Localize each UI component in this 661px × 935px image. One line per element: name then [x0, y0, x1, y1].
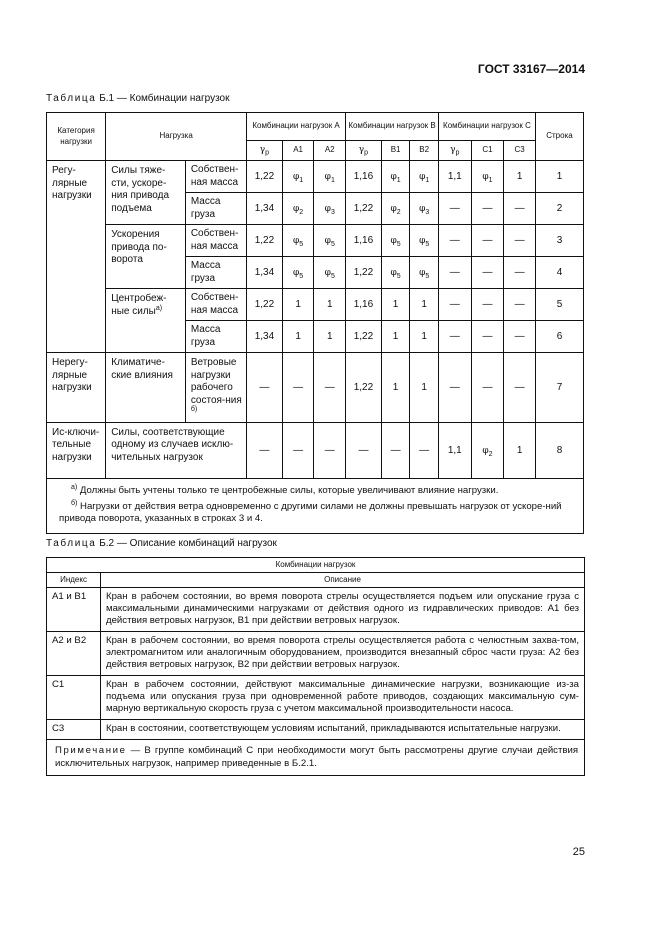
cell-c1: $\varphi_1$: [471, 161, 504, 193]
header-gamma-c: $\gamma_p$: [438, 141, 471, 161]
combinations-description-table: [46, 557, 585, 776]
cell-dash: —: [504, 225, 536, 257]
row-description: Кран в рабочем состоянии, во время поворота стрелы осуществляется работа с челюстным захва-том, электромагнитом или аналогичным оборудованием, производится внезапный сброс части груза: А2 без действия ветровых нагрузок, В2 при действии ветровых нагрузок.: [101, 632, 585, 676]
row-index: А2 и В2: [47, 632, 101, 676]
cell-row-number: 8: [535, 422, 583, 478]
cell-b2: 1: [410, 321, 439, 353]
cell-gamma-b: 1,22: [346, 321, 382, 353]
header-combo-a: Комбинации нагрузок А: [247, 113, 346, 141]
sub-own-mass: Собствен-ная масса: [185, 225, 246, 257]
load-slewing: Ускорения привода по-ворота: [106, 225, 186, 289]
row-description: Кран в рабочем состоянии, действуют максимальные динамические нагрузки, возникающие из-за подъема или опускания груза при одновременной работе приводов, создающих максимальную сум-марную вертикальную скорость груза с учетом максимальной производительности насоса.: [101, 676, 585, 720]
header-b2: В2: [410, 141, 439, 161]
cell-a1: $\varphi_5$: [282, 257, 314, 289]
table2-caption: Таблица Б.2 — Описание комбинаций нагрузок: [46, 538, 277, 549]
cell-row-number: 5: [535, 289, 583, 321]
cell-c3: 1: [504, 422, 536, 478]
cell-row-number: 7: [535, 353, 583, 423]
cell-dash: —: [504, 289, 536, 321]
cell-gamma-b: 1,22: [346, 193, 382, 225]
cell-dash: —: [438, 257, 471, 289]
sub-own-mass: Собствен-ная масса: [185, 289, 246, 321]
row-description: Кран в рабочем состоянии, во время поворота стрелы осуществляется подъем или опускание груза с максимальными динамическими нагрузками от действия одного из гидравлических приводов: А1 без действия ветровых нагрузок, В1 при действии ветровых нагрузок.: [101, 588, 585, 632]
cell-dash: —: [438, 225, 471, 257]
cell-b1: $\varphi_2$: [381, 193, 410, 225]
cell-a2: $\varphi_1$: [314, 161, 346, 193]
cell-dash: —: [438, 321, 471, 353]
footnote-a: $^{а)}$ Должны быть учтены только те центробежные силы, которые увеличивают влияние нагрузки.: [71, 483, 499, 496]
cell-b2: $\varphi_3$: [410, 193, 439, 225]
cell-dash: —: [471, 321, 504, 353]
load-exceptional-forces: Силы, соответствующие одному из случаев исклю-чительных нагрузок: [106, 422, 247, 478]
cell-dash: —: [282, 353, 314, 423]
table-row: [47, 676, 585, 720]
cell-c1: $\varphi_2$: [471, 422, 504, 478]
cell-dash: —: [282, 422, 314, 478]
cell-dash: —: [471, 257, 504, 289]
category-irregular: Нерегу-лярные нагрузки: [47, 353, 106, 423]
cell-gamma-a: 1,22: [247, 225, 283, 257]
row-description: Кран в состоянии, соответствующем условиям испытаний, прикладываются испытательные нагрузки.: [101, 720, 585, 740]
cell-gamma-a: 1,22: [247, 289, 283, 321]
load-climatic: Климатиче-ские влияния: [106, 353, 186, 423]
cell-a1: 1: [282, 289, 314, 321]
cell-gamma-b: 1,22: [346, 257, 382, 289]
cell-gamma-b: 1,22: [346, 353, 382, 423]
cell-dash: —: [247, 422, 283, 478]
cell-gamma-a: 1,34: [247, 321, 283, 353]
header-a2: А2: [314, 141, 346, 161]
sub-own-mass: Собствен-ная масса: [185, 161, 246, 193]
sub-load-mass: Масса груза: [185, 193, 246, 225]
cell-b1: $\varphi_1$: [381, 161, 410, 193]
category-exceptional: Ис-ключи-тельные нагрузки: [47, 422, 106, 478]
row-index: А1 и В1: [47, 588, 101, 632]
cell-dash: —: [504, 257, 536, 289]
load-gravity: Силы тяже-сти, ускоре-ния привода подъема: [106, 161, 186, 225]
cell-dash: —: [438, 193, 471, 225]
cell-b2: $\varphi_5$: [410, 257, 439, 289]
sub-load-mass: Масса груза: [185, 257, 246, 289]
cell-gamma-b: 1,16: [346, 225, 382, 257]
cell-b2: $\varphi_5$: [410, 225, 439, 257]
header-gamma-b: $\gamma_p$: [346, 141, 382, 161]
cell-gamma-c: 1,1: [438, 422, 471, 478]
cell-dash: —: [381, 422, 410, 478]
cell-b1: $\varphi_5$: [381, 225, 410, 257]
cell-dash: —: [410, 422, 439, 478]
footnote-b: $^{б)}$ Нагрузки от действия ветра одновременно с другими силами не должны превышать нагрузок от ускоре-ний привода поворота, указанных в строках 3 и 4.: [59, 499, 562, 524]
cell-dash: —: [504, 321, 536, 353]
cell-row-number: 6: [535, 321, 583, 353]
cell-row-number: 1: [535, 161, 583, 193]
cell-a2: $\varphi_5$: [314, 225, 346, 257]
table-row: [47, 632, 585, 676]
cell-gamma-a: 1,34: [247, 193, 283, 225]
cell-b1: 1: [381, 353, 410, 423]
cell-gamma-c: 1,1: [438, 161, 471, 193]
load-centrifugal: Центробеж-ные силы$^{а)}$: [106, 289, 186, 353]
cell-a2: 1: [314, 321, 346, 353]
header-b1: В1: [381, 141, 410, 161]
cell-b1: 1: [381, 321, 410, 353]
table1-caption: Таблица Б.1 — Комбинации нагрузок: [46, 93, 230, 104]
header-a1: А1: [282, 141, 314, 161]
cell-dash: —: [504, 353, 536, 423]
cell-b2: 1: [410, 289, 439, 321]
header-gamma-a: $\gamma_p$: [247, 141, 283, 161]
header-load: Нагрузка: [106, 113, 247, 161]
cell-a2: $\varphi_5$: [314, 257, 346, 289]
cell-b1: $\varphi_5$: [381, 257, 410, 289]
cell-b2: $\varphi_1$: [410, 161, 439, 193]
header-combo-b: Комбинации нагрузок В: [346, 113, 439, 141]
table-row: [47, 720, 585, 740]
cell-gamma-a: 1,34: [247, 257, 283, 289]
row-index: С1: [47, 676, 101, 720]
header-index: Индекс: [47, 573, 101, 588]
header-c1: С1: [471, 141, 504, 161]
cell-a1: 1: [282, 321, 314, 353]
cell-row-number: 3: [535, 225, 583, 257]
cell-a2: 1: [314, 289, 346, 321]
cell-b1: 1: [381, 289, 410, 321]
header-combo-c: Комбинации нагрузок С: [438, 113, 535, 141]
table-row: [47, 588, 585, 632]
cell-a1: $\varphi_1$: [282, 161, 314, 193]
sub-wind: Ветровые нагрузки рабочего состоя-ния $^{б)}$: [185, 353, 246, 423]
cell-dash: —: [438, 353, 471, 423]
document-code: ГОСТ 33167—2014: [477, 62, 585, 76]
cell-row-number: 4: [535, 257, 583, 289]
cell-row-number: 2: [535, 193, 583, 225]
cell-gamma-b: 1,16: [346, 161, 382, 193]
header-row: Строка: [535, 113, 583, 161]
page-number: 25: [572, 846, 585, 858]
cell-a1: $\varphi_5$: [282, 225, 314, 257]
load-combinations-table: [46, 112, 584, 534]
cell-dash: —: [346, 422, 382, 478]
cell-a2: $\varphi_3$: [314, 193, 346, 225]
header-c3: С3: [504, 141, 536, 161]
cell-a1: $\varphi_2$: [282, 193, 314, 225]
row-index: С3: [47, 720, 101, 740]
cell-gamma-a: 1,22: [247, 161, 283, 193]
cell-b2: 1: [410, 353, 439, 423]
table2-note: Примечание — В группе комбинаций С при необходимости могут быть рассмотрены другие случаи действия исключительных нагрузок, например приведенные в Б.2.1.: [47, 740, 585, 776]
cell-gamma-b: 1,16: [346, 289, 382, 321]
header-description: Описание: [101, 573, 585, 588]
cell-dash: —: [471, 289, 504, 321]
table2-title: Комбинации нагрузок: [47, 558, 585, 573]
cell-dash: —: [471, 225, 504, 257]
cell-dash: —: [314, 353, 346, 423]
cell-dash: —: [438, 289, 471, 321]
cell-dash: —: [471, 353, 504, 423]
cell-dash: —: [314, 422, 346, 478]
cell-dash: —: [247, 353, 283, 423]
table1-footnotes: [47, 478, 584, 533]
category-regular: Регу-лярные нагрузки: [47, 161, 106, 353]
header-category: Категория нагрузки: [47, 113, 106, 161]
sub-load-mass: Масса груза: [185, 321, 246, 353]
cell-dash: —: [504, 193, 536, 225]
cell-c3: 1: [504, 161, 536, 193]
cell-dash: —: [471, 193, 504, 225]
